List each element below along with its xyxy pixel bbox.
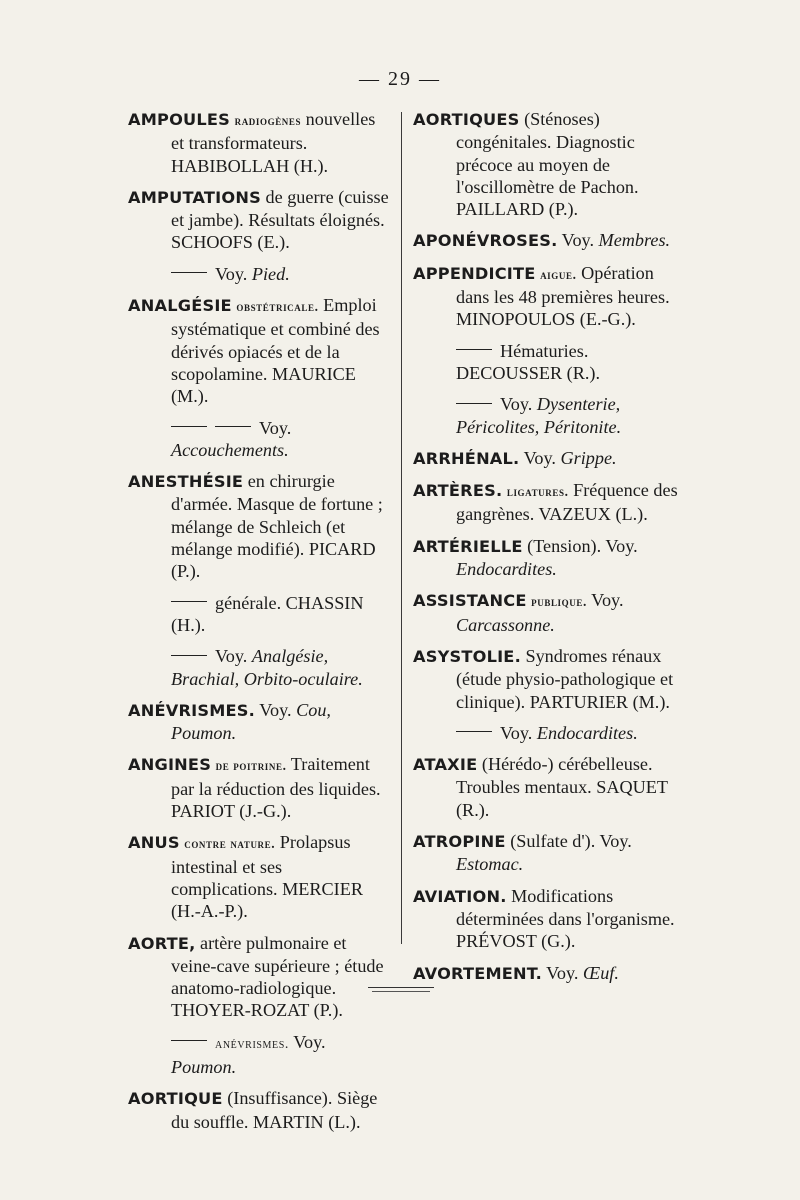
entry-text: Traitement par la réduction des liquides. PARIOT (J.-G.). (171, 754, 381, 822)
dash-rule (456, 731, 492, 732)
index-entry (128, 699, 393, 745)
entry-reference: Œuf. (583, 962, 619, 983)
entry-reference: Cou, Poumon. (171, 699, 331, 744)
entry-qualifier: publique. (531, 594, 587, 610)
index-entry (128, 1087, 393, 1133)
entry-text: (Sulfate d'). Voy. (510, 831, 632, 852)
entry-text: Hématuries. DECOUSSER (R.). (456, 340, 600, 383)
index-entry (413, 645, 678, 713)
entry-heading: AMPOULES (128, 110, 231, 129)
end-rule (368, 987, 434, 988)
entry-heading: AORTIQUES (413, 110, 520, 129)
index-subentry (128, 1031, 393, 1079)
entry-text: Voy. (500, 722, 533, 743)
dash-rule (171, 272, 207, 273)
index-entry (413, 108, 678, 220)
entry-text: (Insuffisance). Siège du souffle. MARTIN (L.). (171, 1088, 378, 1132)
index-entry (413, 589, 678, 636)
index-subentry (128, 417, 393, 462)
right-column (413, 108, 678, 994)
entry-text: Emploi systématique et combiné des dérivés opiacés et de la scopolamine. MAURICE (M.). (171, 295, 380, 407)
entry-heading: ANÉVRISMES. (128, 700, 255, 720)
entry-reference: Accouchements. (171, 439, 289, 460)
dash-rule (215, 426, 251, 427)
entry-qualifier: obstétricale. (236, 299, 319, 315)
index-subentry (128, 645, 393, 690)
entry-heading: ANALGÉSIE (128, 296, 232, 316)
entry-reference: Dysenterie, Péricolites, Péritonite. (456, 394, 622, 437)
entry-heading: AVORTEMENT. (413, 963, 542, 983)
entry-text: Voy. (546, 962, 579, 983)
column-divider (401, 112, 402, 944)
dash-rule (171, 655, 207, 656)
entry-text: Voy. (259, 417, 292, 438)
entry-text: Voy. (500, 394, 533, 415)
index-entry (413, 753, 678, 821)
entry-heading: AORTIQUE (128, 1089, 223, 1109)
entry-reference: Endocardites. (536, 722, 638, 743)
entry-heading: APONÉVROSES. (413, 231, 558, 251)
end-rule (372, 991, 430, 992)
index-entry (128, 831, 393, 922)
entry-text: artère pulmonaire et veine-cave supérieure ; étude anatomo-radiologique. THOYER-ROZAT (P.). (171, 932, 384, 1021)
entry-reference: Grippe. (560, 447, 617, 468)
entry-text: Fréquence des gangrènes. VAZEUX (L.). (456, 480, 678, 525)
index-entry (128, 470, 393, 582)
index-entry (128, 108, 393, 177)
dash-rule (456, 349, 492, 350)
entry-heading: ANGINES (128, 755, 212, 775)
index-subentry (413, 393, 678, 438)
entry-heading: ARTÈRES. (413, 481, 503, 501)
entry-text: Opération dans les 48 premières heures. MINOPOULOS (E.-G.). (456, 262, 670, 330)
dash-rule (171, 1040, 207, 1041)
entry-text: Prolapsus intestinal et ses complications. MERCIER (H.-A.-P.). (171, 832, 363, 922)
entry-reference: Membres. (598, 230, 671, 251)
index-entry (128, 186, 393, 254)
entry-qualifier: contre nature. (184, 836, 276, 852)
index-entry (413, 830, 678, 876)
entry-reference: Pied. (251, 263, 290, 284)
entry-text: Voy. (561, 230, 594, 251)
entry-heading: ASSISTANCE (413, 591, 527, 611)
entry-text: Voy. (591, 590, 624, 611)
entry-heading: ARTÉRIELLE (413, 536, 523, 556)
index-entry (413, 262, 678, 331)
entry-heading: APPENDICITE (413, 263, 536, 283)
index-entry (413, 447, 678, 470)
entry-reference: Analgésie, Brachial, Orbito-oculaire. (171, 646, 363, 689)
entry-text: (Tension). Voy. (527, 535, 638, 556)
entry-text: (Sténoses) congénitales. Diagnostic précoce au moyen de l'oscillomètre de Pachon. PAILLARD (P.). (456, 109, 639, 220)
dash-rule (171, 601, 207, 602)
entry-text: (Hérédo-) cérébelleuse. Troubles mentaux. SAQUET (R.). (456, 754, 668, 820)
entry-heading: AVIATION. (413, 886, 507, 906)
index-subentry (413, 340, 678, 385)
index-subentry (128, 592, 393, 637)
entry-text: Voy. (215, 263, 248, 284)
entry-reference: Endocardites. (456, 559, 557, 580)
dash-rule (171, 426, 207, 427)
entry-heading: ANESTHÉSIE (128, 472, 244, 492)
index-subentry (413, 722, 678, 744)
entry-heading: AMPUTATIONS (128, 187, 261, 207)
entry-heading: ASYSTOLIE. (413, 646, 521, 666)
entry-qualifier: ligatures. (506, 484, 569, 500)
entry-text: Voy. (293, 1031, 326, 1052)
entry-text: Modifications déterminées dans l'organisme. PRÉVOST (G.). (456, 885, 675, 952)
entry-text: nouvelles et transformateurs. HABIBOLLAH (H.). (171, 109, 376, 176)
index-entry (128, 753, 393, 822)
entry-qualifier: anévrismes. (215, 1036, 289, 1052)
entry-heading: ATAXIE (413, 755, 478, 775)
entry-heading: ANUS (128, 833, 180, 853)
index-subentry (128, 263, 393, 285)
entry-reference: Estomac. (456, 854, 524, 875)
entry-heading: ARRHÉNAL. (413, 448, 520, 468)
entry-qualifier: radiogènes (234, 113, 302, 128)
entry-text: Voy. (259, 699, 292, 720)
entry-text: de guerre (cuisse et jambe). Résultats éloignés. SCHOOFS (E.). (171, 186, 389, 253)
entry-heading: AORTE, (128, 933, 196, 953)
page-number: — 29 — (359, 68, 441, 90)
entry-qualifier: aigue. (540, 266, 577, 282)
entry-text: Voy. (523, 447, 556, 468)
dash-rule (456, 403, 492, 404)
index-entry (128, 932, 393, 1022)
index-entry (413, 885, 678, 953)
index-entry (413, 535, 678, 581)
entry-reference: Poumon. (171, 1056, 237, 1077)
entry-reference: Carcassonne. (456, 614, 555, 635)
entry-text: Voy. (215, 646, 248, 667)
index-entry (413, 229, 678, 252)
index-entry (413, 479, 678, 526)
entry-qualifier: de poitrine. (215, 758, 287, 774)
entry-text: générale. CHASSIN (H.). (171, 592, 364, 635)
left-column (128, 108, 393, 1142)
index-entry (413, 962, 678, 985)
entry-heading: ATROPINE (413, 832, 506, 852)
entry-text: Syndromes rénaux (étude physio-pathologique et clinique). PARTURIER (M.). (456, 645, 674, 712)
entry-text: en chirurgie d'armée. Masque de fortune ; mélange de Schleich (et mélange modifié). PICARD (P.). (171, 471, 383, 582)
index-entry (128, 294, 393, 407)
